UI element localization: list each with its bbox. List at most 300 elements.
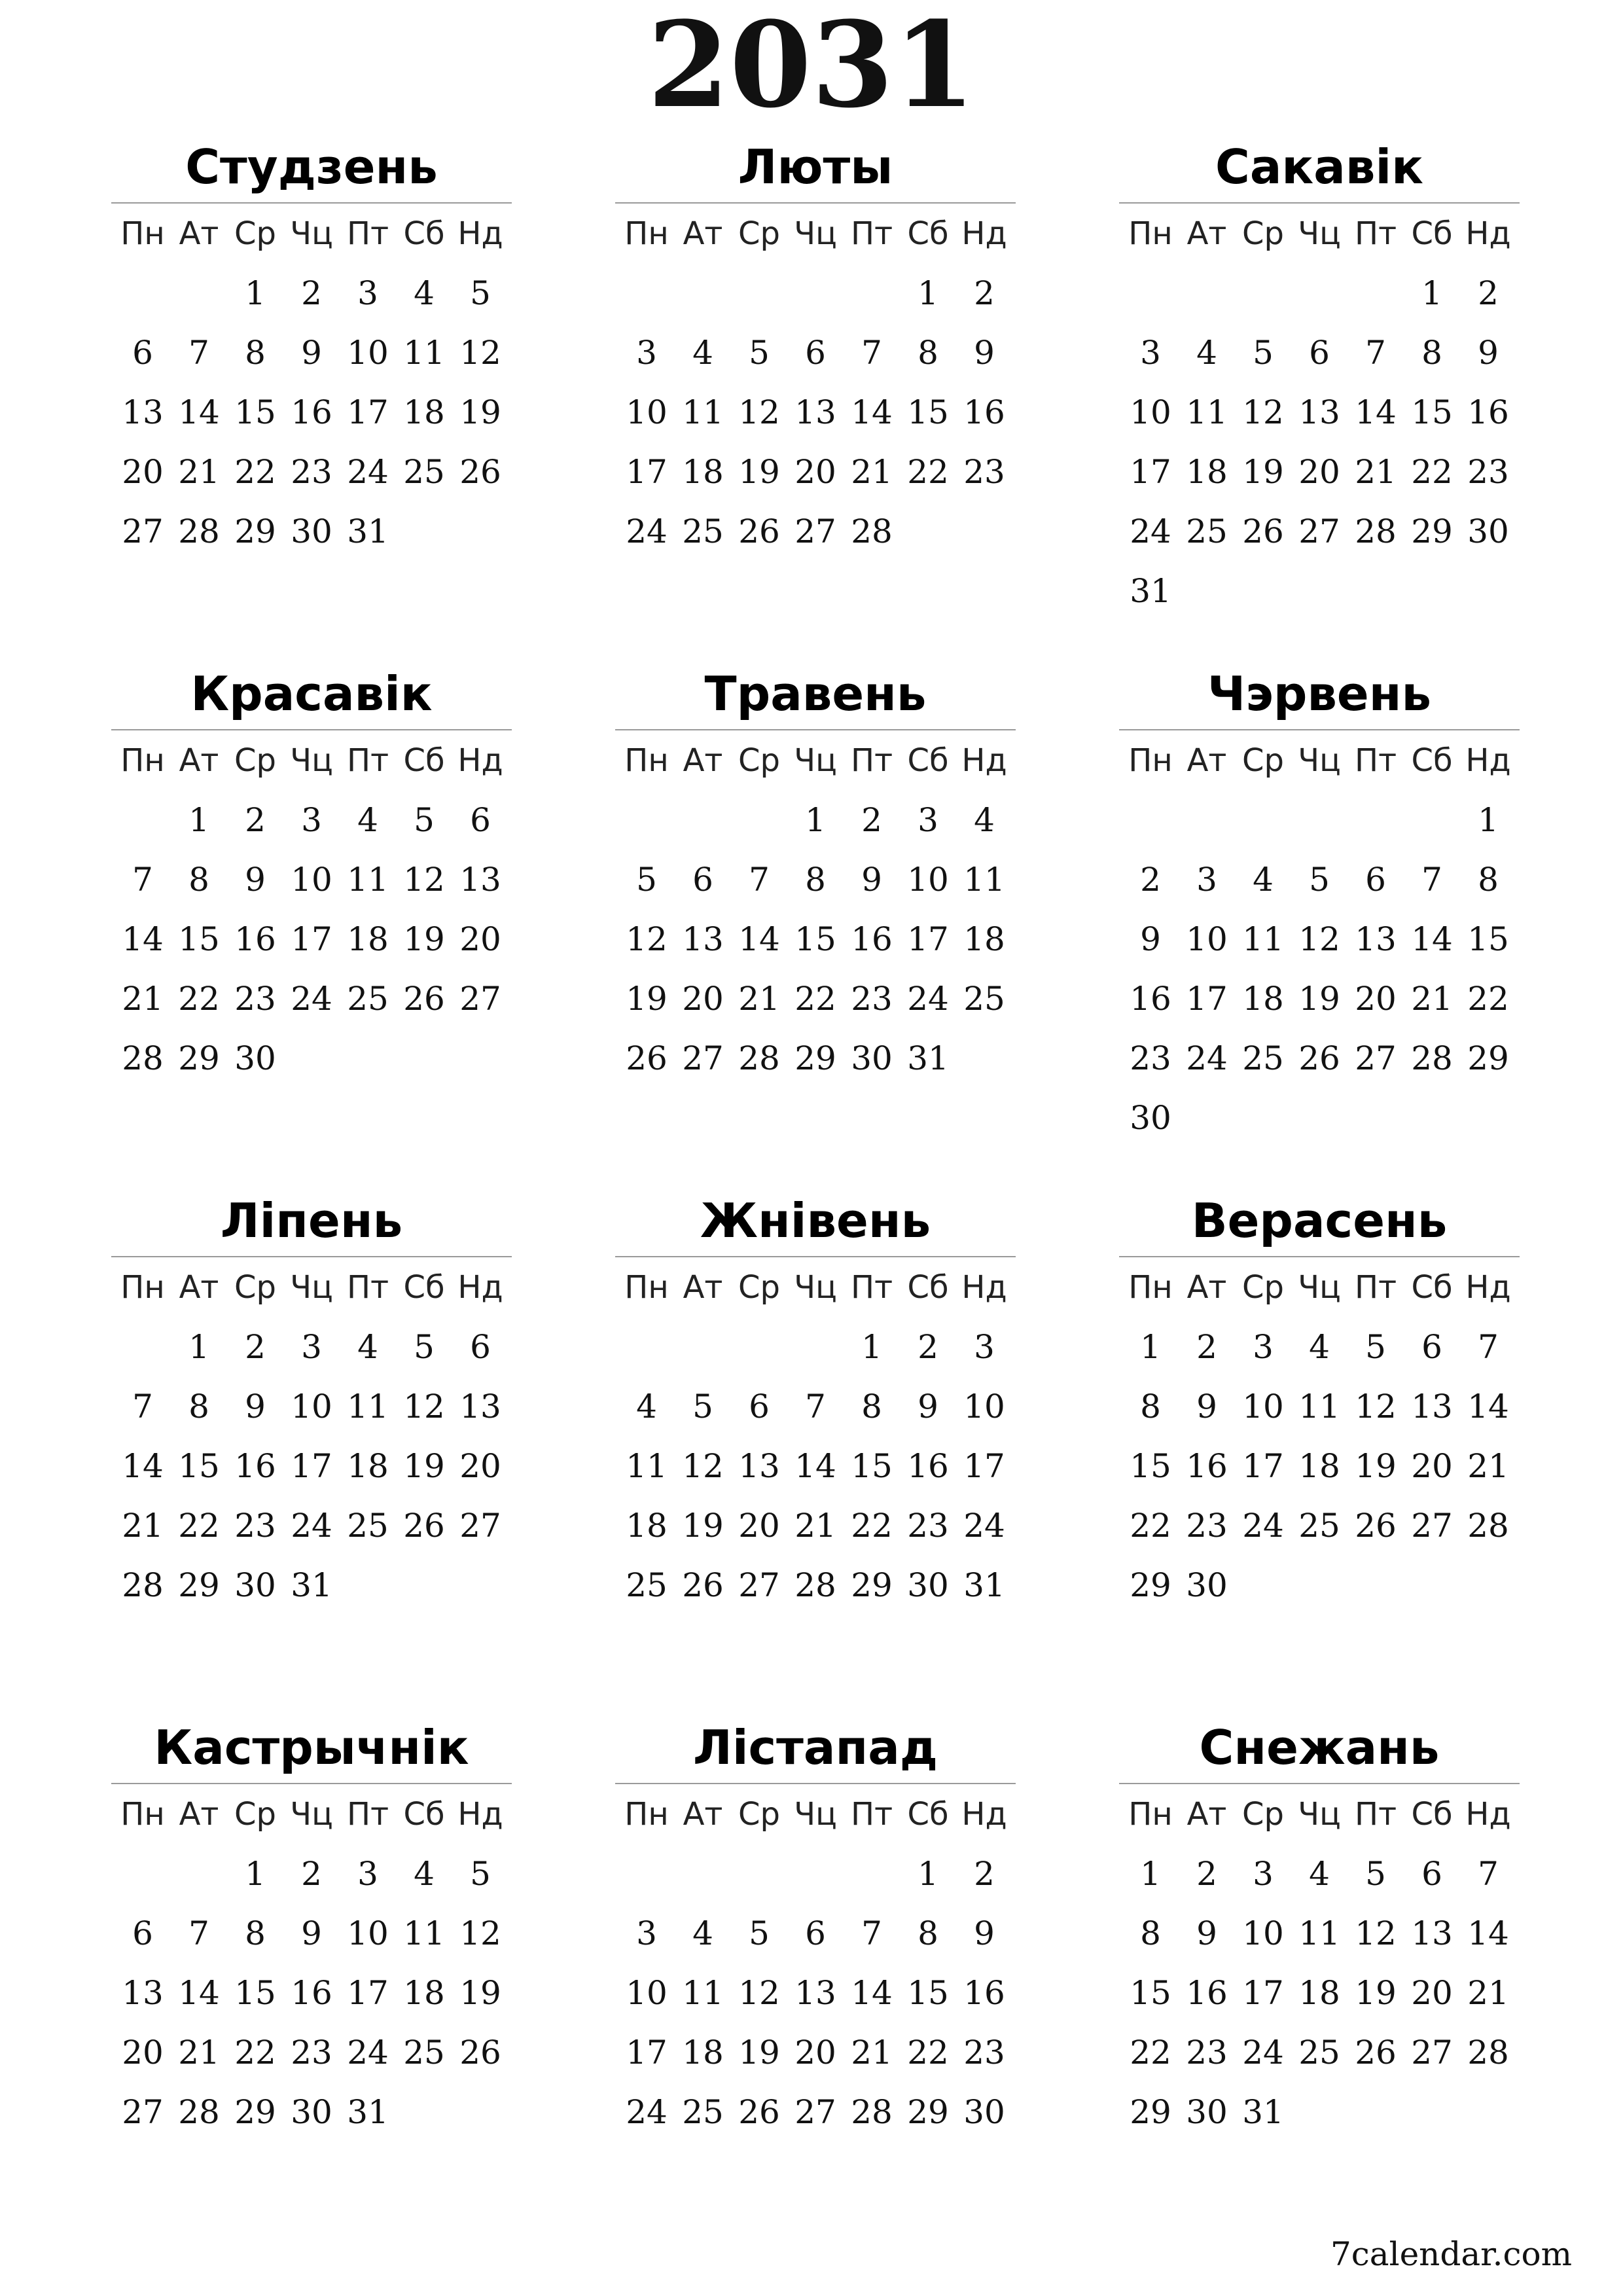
day-cell: 2 (1196, 1854, 1217, 1893)
day-cell: 20 (738, 1506, 780, 1545)
day-cell: 22 (1130, 2033, 1171, 2072)
day-cell: 24 (291, 1506, 332, 1545)
weekday-label: Пн (624, 742, 669, 779)
day-cell: 22 (794, 979, 836, 1018)
day-cell: 14 (178, 1973, 220, 2012)
day-cell: 21 (122, 979, 164, 1018)
day-cell: 13 (1411, 1387, 1453, 1426)
day-cell: 13 (1411, 1914, 1453, 1952)
weekday-label: Сб (1411, 1268, 1453, 1306)
day-cell: 25 (1242, 1039, 1284, 1077)
day-cell: 15 (234, 393, 276, 431)
weekday-label: Ат (179, 742, 219, 779)
day-cell: 28 (851, 512, 893, 550)
weekday-label: Пн (120, 742, 165, 779)
month-title: Сакавік (1215, 139, 1423, 194)
day-cell: 5 (749, 333, 770, 372)
day-cell: 13 (122, 393, 164, 431)
day-cell: 29 (178, 1039, 220, 1077)
day-cell: 31 (963, 1566, 1005, 1604)
day-cell: 23 (1186, 1506, 1228, 1545)
day-cell: 2 (974, 1854, 995, 1893)
day-cell: 30 (963, 2092, 1005, 2131)
day-cell: 8 (188, 1387, 209, 1426)
month-block (111, 1188, 512, 1685)
day-cell: 5 (749, 1914, 770, 1952)
empty-cell (844, 263, 900, 323)
day-cell: 3 (1196, 860, 1217, 899)
day-cell: 30 (1467, 512, 1509, 550)
empty-cell (731, 1317, 787, 1376)
day-cell: 10 (1130, 393, 1171, 431)
day-cell: 1 (918, 274, 938, 312)
day-cell: 3 (918, 800, 938, 839)
weekday-label: Нд (457, 215, 503, 252)
weekday-label: Ср (738, 1795, 780, 1833)
day-cell: 29 (1130, 2092, 1171, 2131)
month-block (615, 1715, 1016, 2212)
weekday-label: Пт (850, 1268, 893, 1306)
weekday-label: Сб (1411, 742, 1453, 779)
empty-cell (115, 790, 171, 850)
day-cell: 1 (245, 1854, 266, 1893)
day-grid (111, 204, 512, 561)
weekday-label: Сб (403, 742, 445, 779)
day-cell: 10 (963, 1387, 1005, 1426)
day-cell: 3 (974, 1327, 995, 1366)
day-cell: 18 (1298, 1973, 1340, 2012)
day-cell: 14 (851, 1973, 893, 2012)
empty-cell (1291, 263, 1347, 323)
day-cell: 6 (470, 800, 491, 839)
month-title: Кастрычнік (154, 1720, 469, 1775)
day-cell: 5 (414, 800, 435, 839)
day-cell: 28 (178, 512, 220, 550)
day-cell: 15 (1130, 1973, 1171, 2012)
day-cell: 30 (1130, 1098, 1171, 1137)
day-cell: 9 (974, 1914, 995, 1952)
weekday-label: Пн (1128, 1268, 1173, 1306)
day-cell: 13 (682, 920, 724, 958)
weekday-label: Пн (120, 1795, 165, 1833)
day-cell: 23 (291, 2033, 332, 2072)
empty-cell (787, 1317, 844, 1376)
day-cell: 24 (963, 1506, 1005, 1545)
weekday-label: Чц (794, 1268, 837, 1306)
empty-cell (115, 263, 171, 323)
day-cell: 27 (738, 1566, 780, 1604)
weekday-label: Пт (850, 742, 893, 779)
day-cell: 29 (178, 1566, 220, 1604)
day-cell: 3 (1253, 1327, 1274, 1366)
day-cell: 12 (403, 1387, 445, 1426)
day-cell: 23 (234, 979, 276, 1018)
day-cell: 28 (794, 1566, 836, 1604)
day-cell: 20 (459, 920, 501, 958)
empty-cell (1235, 790, 1291, 850)
day-cell: 26 (1355, 1506, 1397, 1545)
day-cell: 2 (974, 274, 995, 312)
day-cell: 2 (1196, 1327, 1217, 1366)
day-cell: 6 (1309, 333, 1330, 372)
day-cell: 28 (1467, 1506, 1509, 1545)
day-cell: 3 (357, 274, 378, 312)
day-cell: 11 (347, 1387, 389, 1426)
day-cell: 21 (794, 1506, 836, 1545)
day-grid (1119, 204, 1520, 620)
day-cell: 23 (234, 1506, 276, 1545)
empty-cell (731, 790, 787, 850)
day-cell: 23 (291, 452, 332, 491)
day-cell: 10 (1242, 1387, 1284, 1426)
day-cell: 6 (692, 860, 713, 899)
day-cell: 1 (1478, 800, 1499, 839)
day-cell: 23 (963, 2033, 1005, 2072)
day-grid (1119, 1257, 1520, 1615)
empty-cell (675, 263, 731, 323)
day-cell: 10 (626, 393, 668, 431)
day-cell: 19 (459, 1973, 501, 2012)
weekday-label: Ср (234, 1795, 276, 1833)
day-cell: 29 (851, 1566, 893, 1604)
day-cell: 4 (1309, 1854, 1330, 1893)
day-cell: 4 (692, 333, 713, 372)
day-cell: 24 (347, 452, 389, 491)
day-cell: 30 (1186, 1566, 1228, 1604)
weekday-label: Пт (850, 1795, 893, 1833)
empty-cell (1179, 790, 1235, 850)
weekday-label: Нд (961, 1268, 1007, 1306)
day-cell: 16 (1130, 979, 1171, 1018)
weekday-label: Ат (1186, 1268, 1227, 1306)
empty-cell (731, 1844, 787, 1903)
day-cell: 5 (470, 274, 491, 312)
day-cell: 7 (132, 860, 153, 899)
site-credit: 7calendar.com (1330, 2235, 1572, 2273)
weekday-label: Ат (1186, 742, 1227, 779)
day-cell: 15 (178, 920, 220, 958)
day-cell: 28 (178, 2092, 220, 2131)
weekday-label: Ср (234, 742, 276, 779)
day-cell: 21 (1467, 1973, 1509, 2012)
day-cell: 20 (1298, 452, 1340, 491)
day-cell: 1 (1140, 1854, 1161, 1893)
month-title: Верасень (1191, 1193, 1448, 1248)
day-cell: 30 (234, 1566, 276, 1604)
day-cell: 22 (1467, 979, 1509, 1018)
day-cell: 7 (1421, 860, 1442, 899)
month-title: Красавік (190, 666, 433, 721)
day-cell: 8 (1478, 860, 1499, 899)
weekday-label: Чц (290, 742, 333, 779)
day-cell: 22 (851, 1506, 893, 1545)
day-cell: 20 (1355, 979, 1397, 1018)
day-cell: 27 (1355, 1039, 1397, 1077)
weekday-label: Ат (683, 1795, 723, 1833)
weekday-label: Пн (1128, 742, 1173, 779)
day-cell: 19 (738, 2033, 780, 2072)
day-cell: 31 (1242, 2092, 1284, 2131)
day-cell: 11 (403, 333, 445, 372)
weekday-label: Пт (346, 742, 389, 779)
day-cell: 22 (178, 1506, 220, 1545)
day-cell: 12 (459, 1914, 501, 1952)
day-grid (111, 1257, 512, 1615)
day-cell: 21 (122, 1506, 164, 1545)
day-cell: 14 (122, 1446, 164, 1485)
day-cell: 10 (626, 1973, 668, 2012)
day-cell: 19 (626, 979, 668, 1018)
day-cell: 8 (245, 333, 266, 372)
day-cell: 21 (1467, 1446, 1509, 1485)
day-grid (111, 730, 512, 1088)
weekday-label: Чц (1298, 215, 1341, 252)
day-cell: 3 (1140, 333, 1161, 372)
weekday-label: Нд (961, 1795, 1007, 1833)
day-cell: 9 (1140, 920, 1161, 958)
day-cell: 15 (794, 920, 836, 958)
weekday-label: Нд (961, 215, 1007, 252)
day-cell: 24 (291, 979, 332, 1018)
day-cell: 13 (794, 393, 836, 431)
day-cell: 27 (1411, 2033, 1453, 2072)
day-cell: 9 (1196, 1387, 1217, 1426)
day-cell: 21 (738, 979, 780, 1018)
day-cell: 8 (861, 1387, 882, 1426)
day-cell: 23 (1467, 452, 1509, 491)
weekday-label: Сб (907, 742, 949, 779)
day-cell: 28 (738, 1039, 780, 1077)
weekday-label: Ат (683, 742, 723, 779)
day-cell: 8 (918, 333, 938, 372)
day-cell: 6 (805, 333, 826, 372)
day-grid (615, 730, 1016, 1088)
weekday-label: Пт (346, 1795, 389, 1833)
day-cell: 27 (459, 1506, 501, 1545)
empty-cell (115, 1317, 171, 1376)
day-cell: 27 (1411, 1506, 1453, 1545)
day-cell: 16 (291, 1973, 332, 2012)
day-cell: 14 (1467, 1387, 1509, 1426)
empty-cell (171, 263, 227, 323)
day-cell: 5 (636, 860, 657, 899)
empty-cell (171, 1844, 227, 1903)
day-cell: 2 (245, 800, 266, 839)
day-cell: 12 (403, 860, 445, 899)
weekday-label: Пн (1128, 215, 1173, 252)
day-cell: 29 (234, 2092, 276, 2131)
day-cell: 17 (291, 1446, 332, 1485)
day-cell: 16 (1186, 1446, 1228, 1485)
month-title: Травень (704, 666, 927, 721)
weekday-label: Ат (683, 1268, 723, 1306)
weekday-label: Пт (850, 215, 893, 252)
day-cell: 20 (1411, 1973, 1453, 2012)
day-cell: 17 (907, 920, 949, 958)
month-block (615, 661, 1016, 1158)
day-cell: 11 (1298, 1387, 1340, 1426)
day-cell: 30 (907, 1566, 949, 1604)
day-cell: 14 (1355, 393, 1397, 431)
day-cell: 17 (1242, 1446, 1284, 1485)
empty-cell (618, 1844, 675, 1903)
day-cell: 13 (459, 1387, 501, 1426)
day-cell: 4 (1196, 333, 1217, 372)
day-cell: 25 (963, 979, 1005, 1018)
month-block (615, 134, 1016, 632)
day-cell: 26 (459, 452, 501, 491)
day-cell: 8 (1421, 333, 1442, 372)
day-cell: 31 (907, 1039, 949, 1077)
day-cell: 14 (851, 393, 893, 431)
weekday-label: Сб (403, 1795, 445, 1833)
day-cell: 30 (1186, 2092, 1228, 2131)
weekday-label: Ср (234, 1268, 276, 1306)
day-cell: 15 (1467, 920, 1509, 958)
weekday-label: Нд (457, 1795, 503, 1833)
weekday-label: Ат (179, 215, 219, 252)
day-cell: 2 (861, 800, 882, 839)
weekday-label: Нд (1465, 1795, 1511, 1833)
day-cell: 26 (738, 2092, 780, 2131)
day-cell: 12 (738, 393, 780, 431)
day-cell: 13 (738, 1446, 780, 1485)
day-cell: 18 (403, 393, 445, 431)
day-cell: 15 (1130, 1446, 1171, 1485)
day-cell: 7 (188, 1914, 209, 1952)
day-cell: 26 (1298, 1039, 1340, 1077)
day-cell: 29 (1130, 1566, 1171, 1604)
day-cell: 19 (1242, 452, 1284, 491)
day-cell: 21 (851, 452, 893, 491)
day-cell: 21 (178, 452, 220, 491)
weekday-label: Ат (179, 1795, 219, 1833)
day-cell: 17 (1242, 1973, 1284, 2012)
day-cell: 25 (347, 979, 389, 1018)
day-cell: 18 (626, 1506, 668, 1545)
day-cell: 18 (682, 452, 724, 491)
day-cell: 3 (636, 1914, 657, 1952)
day-cell: 21 (1411, 979, 1453, 1018)
day-cell: 25 (626, 1566, 668, 1604)
day-cell: 8 (918, 1914, 938, 1952)
empty-cell (1235, 263, 1291, 323)
day-cell: 12 (682, 1446, 724, 1485)
day-cell: 29 (234, 512, 276, 550)
day-cell: 13 (122, 1973, 164, 2012)
weekday-label: Чц (794, 1795, 837, 1833)
day-cell: 7 (132, 1387, 153, 1426)
weekday-label: Чц (794, 742, 837, 779)
day-cell: 3 (301, 800, 322, 839)
day-cell: 2 (1140, 860, 1161, 899)
day-cell: 16 (851, 920, 893, 958)
day-cell: 12 (1355, 1914, 1397, 1952)
day-cell: 24 (626, 512, 668, 550)
day-cell: 20 (122, 452, 164, 491)
weekday-label: Пн (624, 1268, 669, 1306)
day-cell: 14 (122, 920, 164, 958)
weekday-label: Сб (1411, 1795, 1453, 1833)
day-cell: 17 (1130, 452, 1171, 491)
weekday-label: Ат (683, 215, 723, 252)
day-cell: 23 (851, 979, 893, 1018)
day-cell: 29 (1467, 1039, 1509, 1077)
day-cell: 3 (636, 333, 657, 372)
day-cell: 16 (234, 920, 276, 958)
weekday-label: Сб (403, 1268, 445, 1306)
day-cell: 1 (1140, 1327, 1161, 1366)
day-cell: 7 (188, 333, 209, 372)
day-cell: 2 (1478, 274, 1499, 312)
day-cell: 12 (459, 333, 501, 372)
day-cell: 17 (291, 920, 332, 958)
day-cell: 19 (1298, 979, 1340, 1018)
weekday-label: Пт (1354, 742, 1397, 779)
day-cell: 26 (459, 2033, 501, 2072)
day-cell: 18 (1242, 979, 1284, 1018)
day-cell: 3 (301, 1327, 322, 1366)
day-cell: 14 (1467, 1914, 1509, 1952)
weekday-label: Пн (624, 1795, 669, 1833)
empty-cell (731, 263, 787, 323)
empty-cell (1122, 263, 1179, 323)
day-grid (615, 1784, 1016, 2142)
day-cell: 22 (178, 979, 220, 1018)
day-cell: 1 (805, 800, 826, 839)
day-cell: 23 (1186, 2033, 1228, 2072)
weekday-label: Пт (346, 215, 389, 252)
day-cell: 28 (122, 1039, 164, 1077)
day-cell: 16 (907, 1446, 949, 1485)
day-cell: 25 (1298, 2033, 1340, 2072)
day-cell: 10 (1186, 920, 1228, 958)
day-cell: 9 (245, 860, 266, 899)
day-cell: 7 (1478, 1854, 1499, 1893)
day-cell: 9 (245, 1387, 266, 1426)
month-title: Чэрвень (1207, 666, 1432, 721)
day-cell: 31 (347, 512, 389, 550)
day-cell: 26 (682, 1566, 724, 1604)
empty-cell (675, 1844, 731, 1903)
month-title: Ліпень (220, 1193, 403, 1248)
day-cell: 8 (805, 860, 826, 899)
day-cell: 6 (1421, 1327, 1442, 1366)
day-cell: 9 (301, 333, 322, 372)
weekday-label: Ат (1186, 215, 1227, 252)
day-cell: 15 (1411, 393, 1453, 431)
day-cell: 1 (188, 800, 209, 839)
day-cell: 19 (1355, 1973, 1397, 2012)
month-block (1119, 134, 1520, 632)
day-cell: 19 (403, 1446, 445, 1485)
day-cell: 9 (974, 333, 995, 372)
day-cell: 9 (1196, 1914, 1217, 1952)
day-cell: 30 (291, 512, 332, 550)
day-cell: 16 (291, 393, 332, 431)
weekday-label: Пн (120, 215, 165, 252)
day-cell: 9 (1478, 333, 1499, 372)
day-cell: 25 (403, 452, 445, 491)
day-cell: 9 (918, 1387, 938, 1426)
day-cell: 17 (1186, 979, 1228, 1018)
weekday-label: Ат (1186, 1795, 1227, 1833)
day-cell: 25 (682, 2092, 724, 2131)
day-cell: 8 (1140, 1914, 1161, 1952)
day-cell: 19 (459, 393, 501, 431)
month-block (1119, 1715, 1520, 2212)
day-cell: 28 (1355, 512, 1397, 550)
